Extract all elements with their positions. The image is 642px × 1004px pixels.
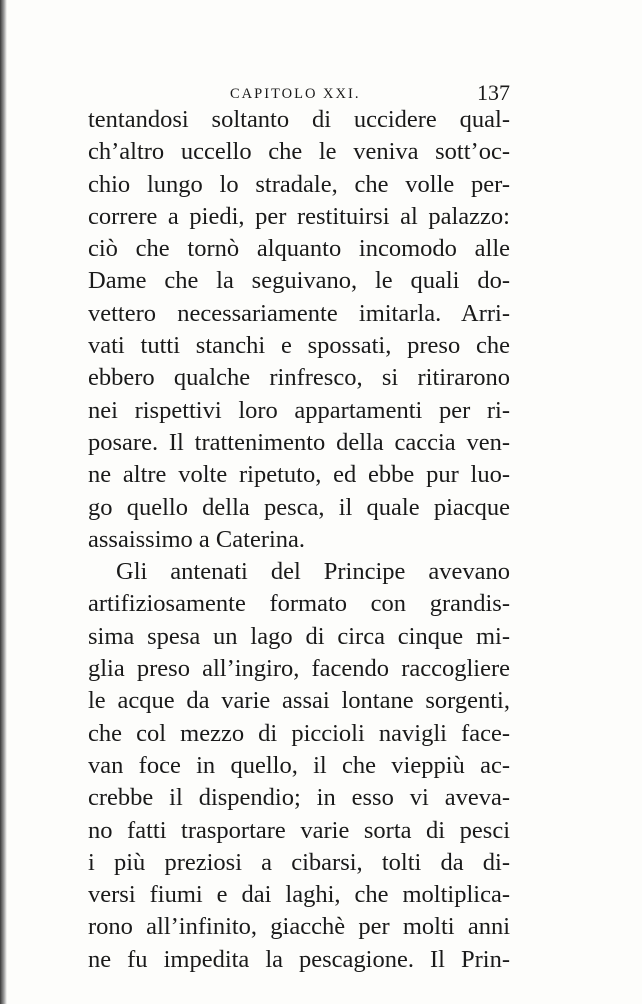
page-number: 137 [477, 80, 510, 105]
text-line: correre a piedi, per restituirsi al palazzo: [88, 202, 510, 230]
text-line: rono all’infinito, giacchè per molti anni [88, 913, 510, 941]
text-line: go quello della pesca, il quale piacque [88, 493, 510, 521]
body-text [88, 104, 510, 976]
text-line: ne altre volte ripetuto, ed ebbe pur luo- [88, 461, 510, 489]
text-line: le acque da varie assai lontane sorgenti, [88, 687, 510, 715]
text-line: i più preziosi a cibarsi, tolti da di- [88, 848, 510, 876]
text-line: ch’altro uccello che le veniva sott’oc- [88, 138, 510, 166]
text-line: no fatti trasportare varie sorta di pesci [88, 816, 510, 844]
page-binding-edge [0, 0, 7, 1004]
text-line: chio lungo lo stradale, che volle per- [88, 170, 510, 198]
text-line: vettero necessariamente imitarla. Arri- [88, 299, 510, 327]
text-line: ebbero qualche rinfresco, si ritirarono [88, 364, 510, 392]
paragraph-end-line: assaissimo a Caterina. [88, 525, 306, 553]
running-head: CAPITOLO XXI. [230, 86, 361, 102]
text-line: ne fu impedita la pescagione. Il Prin- [88, 945, 510, 973]
text-line: van foce in quello, il che vieppiù ac- [88, 751, 510, 779]
text-line: versi fiumi e dai laghi, che moltiplica- [88, 881, 510, 909]
text-line: tentandosi soltanto di uccidere qual- [88, 106, 510, 133]
text-line: vati tutti stanchi e spossati, preso che [88, 332, 510, 360]
paragraph-start-line: Gli antenati del Principe avevano [116, 558, 510, 586]
text-line: che col mezzo di piccioli navigli face- [88, 719, 510, 747]
text-line: nei rispettivi loro appartamenti per ri- [88, 396, 510, 424]
text-line: ciò che tornò alquanto incomodo alle [88, 235, 510, 263]
text-line: sima spesa un lago di circa cinque mi- [88, 622, 510, 650]
text-line: crebbe il dispendio; in esso vi aveva- [88, 784, 510, 812]
text-line: artifiziosamente formato con grandis- [88, 590, 510, 618]
text-line: glia preso all’ingiro, facendo raccogliere [88, 655, 510, 683]
text-line: posare. Il trattenimento della caccia ven- [88, 428, 510, 456]
text-line: Dame che la seguivano, le quali do- [88, 267, 510, 295]
